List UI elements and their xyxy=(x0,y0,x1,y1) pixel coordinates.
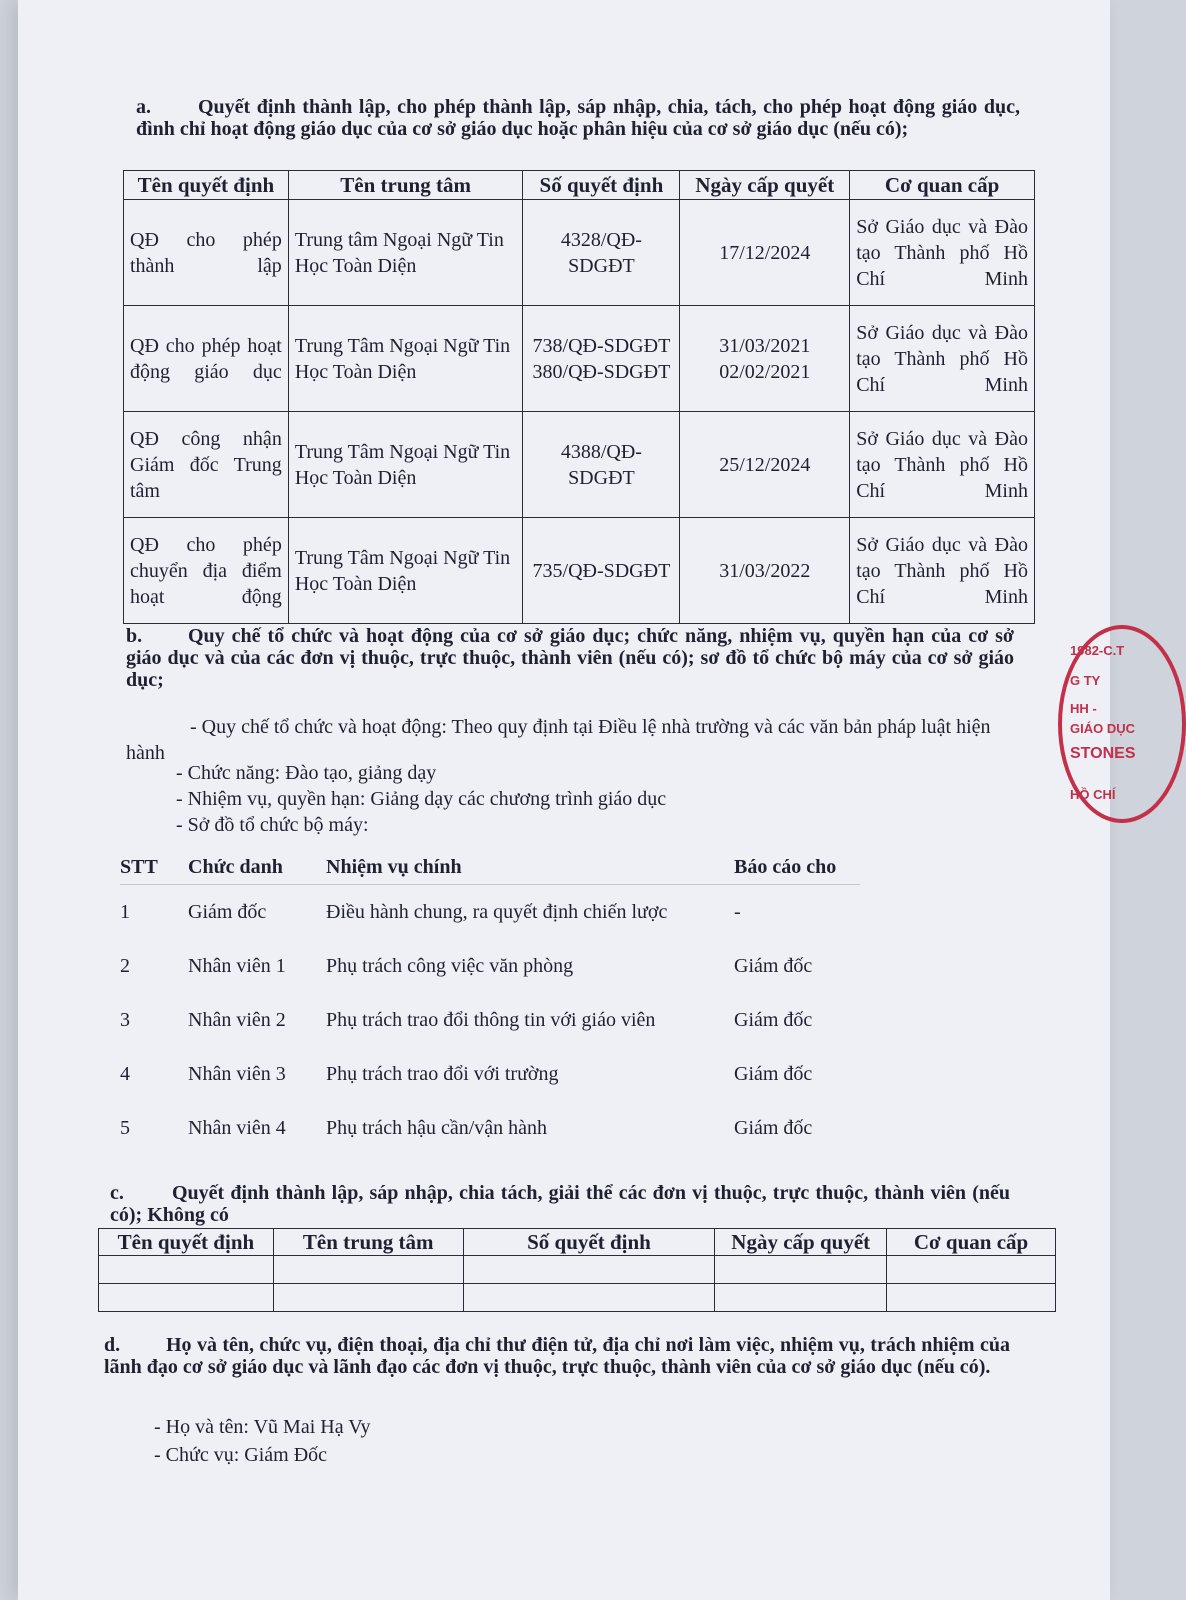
table-row xyxy=(99,1256,1056,1284)
empty-cell xyxy=(887,1256,1056,1284)
col-header-title: Chức danh xyxy=(188,855,283,878)
col-header-stt: STT xyxy=(120,855,158,878)
section-d-marker: d. xyxy=(104,1334,121,1356)
leader-name: - Họ và tên: Vũ Mai Hạ Vy xyxy=(154,1416,371,1438)
decision-name-cell: QĐ cho phép hoạt động giáo dục xyxy=(124,306,289,412)
empty-cell xyxy=(273,1284,463,1312)
section-b-marker: b. xyxy=(126,625,143,647)
empty-cell xyxy=(715,1284,887,1312)
decision-number-cell: 4388/QĐ-SDGĐT xyxy=(523,412,680,518)
col-header-decision-number: Số quyết định xyxy=(523,171,680,200)
stamp-text: GIÁO DỤC xyxy=(1070,721,1135,736)
empty-cell xyxy=(463,1256,715,1284)
decision-name-cell: QĐ cho phép thành lập xyxy=(124,200,289,306)
org-row xyxy=(120,939,860,993)
col-header-agency: Cơ quan cấp xyxy=(887,1229,1056,1256)
empty-cell xyxy=(887,1284,1056,1312)
col-header-issue-date: Ngày cấp quyết xyxy=(680,171,850,200)
report-cell: Giám đốc xyxy=(734,1008,813,1031)
table-row xyxy=(124,200,1035,306)
leader-position: - Chức vụ: Giám Đốc xyxy=(154,1444,328,1466)
center-name-cell: Trung Tâm Ngoại Ngữ Tin Học Toàn Diện xyxy=(288,412,523,518)
section-b-item: - Sở đồ tổ chức bộ máy: xyxy=(176,814,369,836)
agency-cell: Sở Giáo dục và Đào tạo Thành phố Hồ Chí Minh xyxy=(850,412,1035,518)
center-name-cell: Trung Tâm Ngoại Ngữ Tin Học Toàn Diện xyxy=(288,518,523,624)
empty-cell xyxy=(463,1284,715,1312)
col-header-decision-name: Tên quyết định xyxy=(99,1229,274,1256)
title-cell: Nhân viên 1 xyxy=(188,954,286,977)
stamp-text: STONES xyxy=(1070,745,1136,762)
issue-date-cell: 31/03/2022 xyxy=(680,518,850,624)
empty-cell xyxy=(99,1284,274,1312)
section-b-item: - Quy chế tổ chức và hoạt động: Theo quy định tại Điều lệ nhà trường và các văn bản pháp luật hiện hành xyxy=(126,716,991,764)
report-cell: Giám đốc xyxy=(734,1062,813,1085)
section-b-item: - Nhiệm vụ, quyền hạn: Giảng dạy các chương trình giáo dục xyxy=(176,788,667,810)
decision-name-cell: QĐ công nhận Giám đốc Trung tâm xyxy=(124,412,289,518)
center-name-cell: Trung tâm Ngoại Ngữ Tin Học Toàn Diện xyxy=(288,200,523,306)
report-cell: Giám đốc xyxy=(734,1116,813,1139)
table-row xyxy=(124,412,1035,518)
title-cell: Nhân viên 4 xyxy=(188,1116,286,1139)
section-a-marker: a. xyxy=(136,96,151,118)
subunit-decisions-table xyxy=(98,1228,1056,1312)
agency-cell: Sở Giáo dục và Đào tạo Thành phố Hồ Chí Minh xyxy=(850,200,1035,306)
document-page xyxy=(18,0,1136,1600)
duty-cell: Phụ trách công việc văn phòng xyxy=(326,954,574,977)
section-c-marker: c. xyxy=(110,1182,124,1204)
col-header-decision-number: Số quyết định xyxy=(463,1229,715,1256)
duty-cell: Phụ trách trao đổi với trường xyxy=(326,1062,559,1085)
table-row xyxy=(124,306,1035,412)
section-b-text: Quy chế tổ chức và hoạt động của cơ sở giáo dục; chức năng, nhiệm vụ, quyền hạn của cơ sở giáo dục và của các đơn vị thuộc, trực thuộc, thành viên (nếu có); sơ đồ tổ chức bộ máy của cơ sở giáo dục; xyxy=(126,625,1014,691)
section-a-text: Quyết định thành lập, cho phép thành lập, sáp nhập, chia, tách, cho phép hoạt động giáo dục, đình chỉ hoạt động giáo dục của cơ sở giáo dục hoặc phân hiệu của cơ sở giáo dục (nếu có); xyxy=(136,96,1020,140)
org-row xyxy=(120,993,860,1047)
section-d xyxy=(104,1334,1010,1378)
section-c xyxy=(110,1182,1010,1226)
agency-cell: Sở Giáo dục và Đào tạo Thành phố Hồ Chí Minh xyxy=(850,518,1035,624)
stamp-text: HH - xyxy=(1070,701,1097,716)
section-c-text: Quyết định thành lập, sáp nhập, chia tách, giải thể các đơn vị thuộc, trực thuộc, thành viên (nếu có); Không có xyxy=(110,1182,1010,1226)
empty-cell xyxy=(715,1256,887,1284)
decision-number-cell: 738/QĐ-SDGĐT 380/QĐ-SDGĐT xyxy=(523,306,680,412)
section-b xyxy=(126,625,1014,691)
decision-number-cell: 4328/QĐ-SDGĐT xyxy=(523,200,680,306)
subunit-table-header xyxy=(99,1229,1056,1256)
col-header-report-to: Báo cáo cho xyxy=(734,855,837,878)
stt-cell: 4 xyxy=(120,1062,130,1085)
section-b-item: - Chức năng: Đào tạo, giảng dạy xyxy=(176,762,437,784)
stt-cell: 2 xyxy=(120,954,130,977)
title-cell: Nhân viên 2 xyxy=(188,1008,286,1031)
table-row xyxy=(124,518,1035,624)
duty-cell: Phụ trách trao đổi thông tin với giáo viên xyxy=(326,1008,656,1031)
issue-date-cell: 25/12/2024 xyxy=(680,412,850,518)
empty-cell xyxy=(273,1256,463,1284)
table-row xyxy=(99,1284,1056,1312)
stamp-text: G TY xyxy=(1070,673,1101,688)
center-name-cell: Trung Tâm Ngoại Ngữ Tin Học Toàn Diện xyxy=(288,306,523,412)
decision-number-cell: 735/QĐ-SDGĐT xyxy=(523,518,680,624)
col-header-duty: Nhiệm vụ chính xyxy=(326,855,462,878)
org-row xyxy=(120,1047,860,1101)
col-header-decision-name: Tên quyết định xyxy=(124,171,289,200)
decisions-table xyxy=(123,170,1035,624)
agency-cell: Sở Giáo dục và Đào tạo Thành phố Hồ Chí Minh xyxy=(850,306,1035,412)
decisions-table-header xyxy=(124,171,1035,200)
title-cell: Nhân viên 3 xyxy=(188,1062,286,1085)
decision-name-cell: QĐ cho phép chuyển địa điểm hoạt động xyxy=(124,518,289,624)
report-cell: - xyxy=(734,900,741,923)
issue-date-cell: 17/12/2024 xyxy=(680,200,850,306)
org-table-header xyxy=(120,850,860,884)
org-structure-table xyxy=(120,850,860,1155)
stt-cell: 3 xyxy=(120,1008,130,1031)
empty-cell xyxy=(99,1256,274,1284)
col-header-center-name: Tên trung tâm xyxy=(273,1229,463,1256)
col-header-center-name: Tên trung tâm xyxy=(288,171,523,200)
org-row xyxy=(120,1101,860,1155)
stamp-text: HỒ CHÍ xyxy=(1070,787,1116,802)
col-header-issue-date: Ngày cấp quyết xyxy=(715,1229,887,1256)
col-header-agency: Cơ quan cấp xyxy=(850,171,1035,200)
title-cell: Giám đốc xyxy=(188,900,267,923)
org-row xyxy=(120,884,860,939)
section-a xyxy=(136,96,1020,140)
stt-cell: 5 xyxy=(120,1116,130,1139)
stamp-text: 1982-C.T xyxy=(1070,643,1125,658)
duty-cell: Phụ trách hậu cần/vận hành xyxy=(326,1116,548,1139)
issue-date-cell: 31/03/2021 02/02/2021 xyxy=(680,306,850,412)
red-seal-stamp xyxy=(1058,625,1186,823)
stt-cell: 1 xyxy=(120,900,130,923)
duty-cell: Điều hành chung, ra quyết định chiến lược xyxy=(326,900,668,923)
section-d-text: Họ và tên, chức vụ, điện thoại, địa chỉ thư điện tử, địa chỉ nơi làm việc, nhiệm vụ, trách nhiệm của lãnh đạo cơ sở giáo dục và lãnh đạo các đơn vị thuộc, trực thuộc, thành viên của cơ sở giáo dục (nếu có). xyxy=(104,1334,1010,1378)
report-cell: Giám đốc xyxy=(734,954,813,977)
